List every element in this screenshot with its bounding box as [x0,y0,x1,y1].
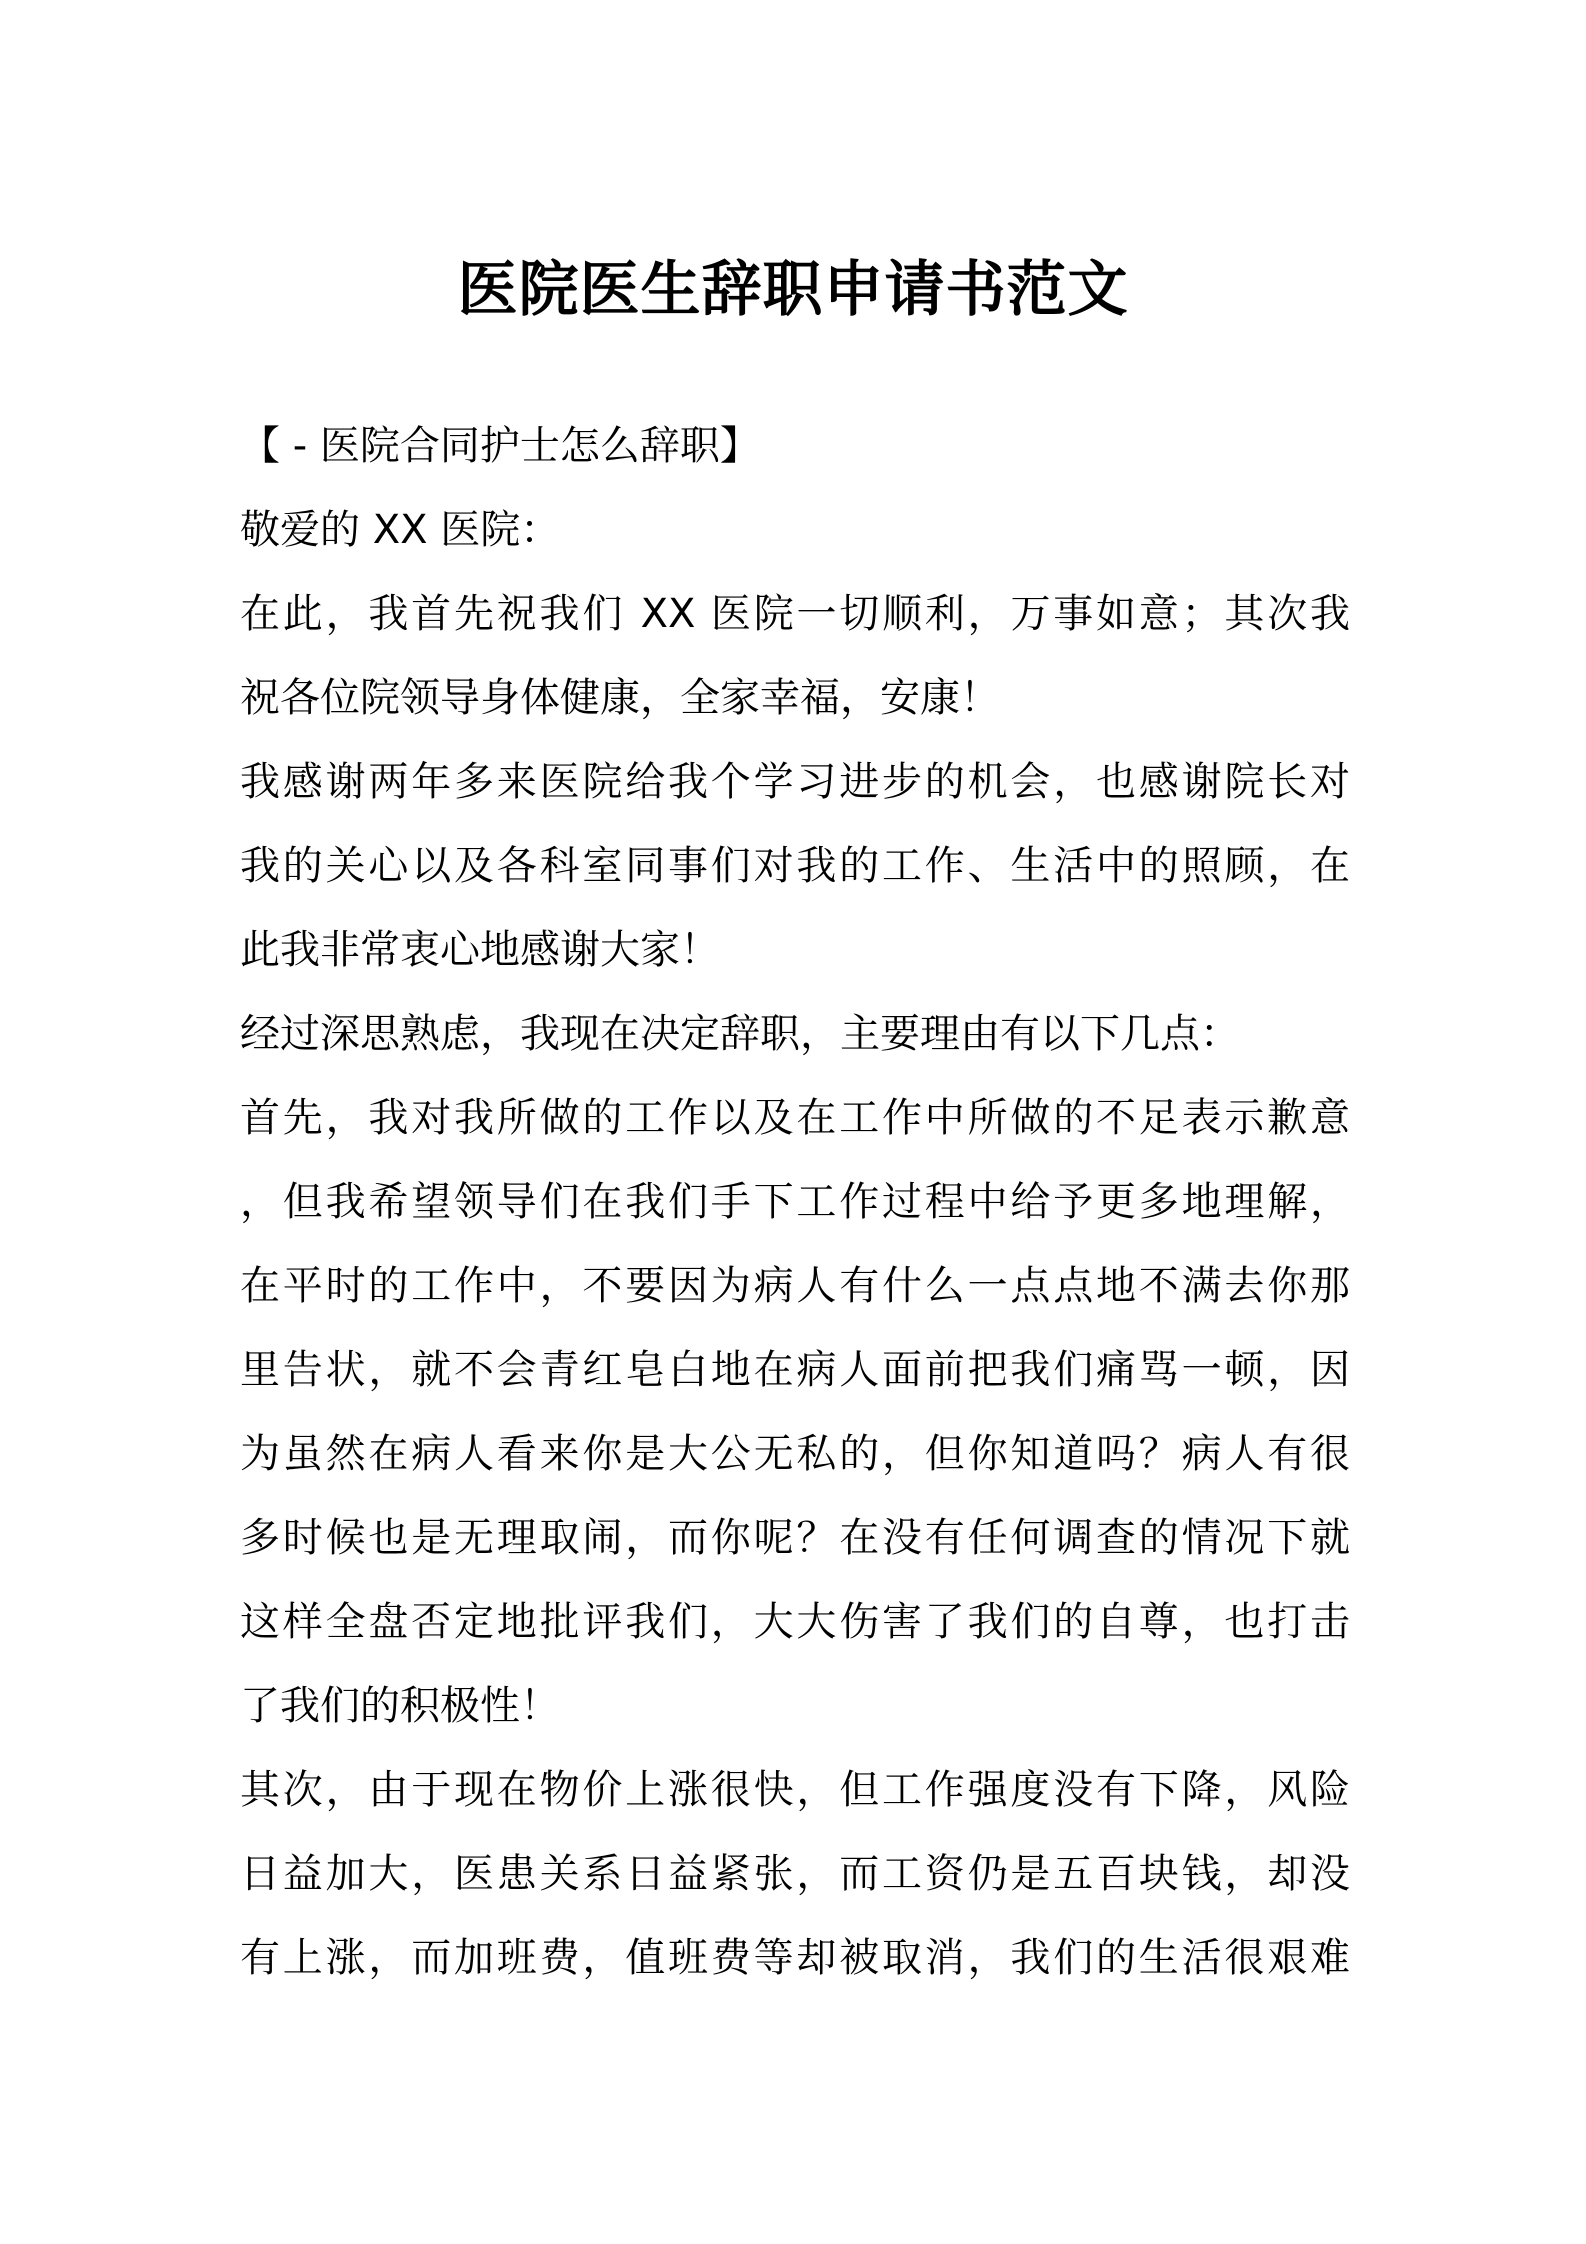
document-title: 医院医生辞职申请书范文 [457,255,1129,325]
paragraph-line: 首先，我对我所做的工作以及在工作中所做的不足表示歉意 [240,1095,1350,1141]
paragraph-line: 祝各位院领导身体健康，全家幸福，安康！ [240,675,1000,721]
paragraph-line: 此我非常衷心地感谢大家！ [240,927,720,973]
paragraph-line: 日益加大，医患关系日益紧张，而工资仍是五百块钱，却没 [240,1851,1350,1897]
paragraph-line: 了我们的积极性！ [240,1683,560,1729]
paragraph-line: ，但我希望领导们在我们手下工作过程中给予更多地理解， [240,1179,1350,1225]
paragraph-line: 其次，由于现在物价上涨很快，但工作强度没有下降，风险 [240,1767,1350,1813]
paragraph-line: 多时候也是无理取闹，而你呢？在没有任何调查的情况下就 [240,1515,1350,1561]
paragraph-line: 我的关心以及各科室同事们对我的工作、生活中的照顾，在 [240,843,1350,889]
document-body [240,404,1360,2000]
paragraph-line: 为虽然在病人看来你是大公无私的，但你知道吗？病人有很 [240,1431,1350,1477]
paragraph-line: 里告状，就不会青红皂白地在病人面前把我们痛骂一顿，因 [240,1347,1350,1393]
paragraph-line: 我感谢两年多来医院给我个学习进步的机会，也感谢院长对 [240,759,1350,805]
paragraph-line: 在此，我首先祝我们 XX 医院一切顺利，万事如意；其次我 [240,591,1350,637]
paragraph-line: 有上涨，而加班费，值班费等却被取消，我们的生活很艰难 [240,1935,1350,1981]
paragraph-line: 在平时的工作中，不要因为病人有什么一点点地不满去你那 [240,1263,1350,1309]
salutation-line: 敬爱的 XX 医院： [240,507,561,553]
subtitle-line: 【 - 医院合同护士怎么辞职】 [240,423,760,469]
paragraph-line: 这样全盘否定地批评我们，大大伤害了我们的自尊，也打击 [240,1599,1350,1645]
paragraph-line: 经过深思熟虑，我现在决定辞职，主要理由有以下几点： [240,1011,1240,1057]
